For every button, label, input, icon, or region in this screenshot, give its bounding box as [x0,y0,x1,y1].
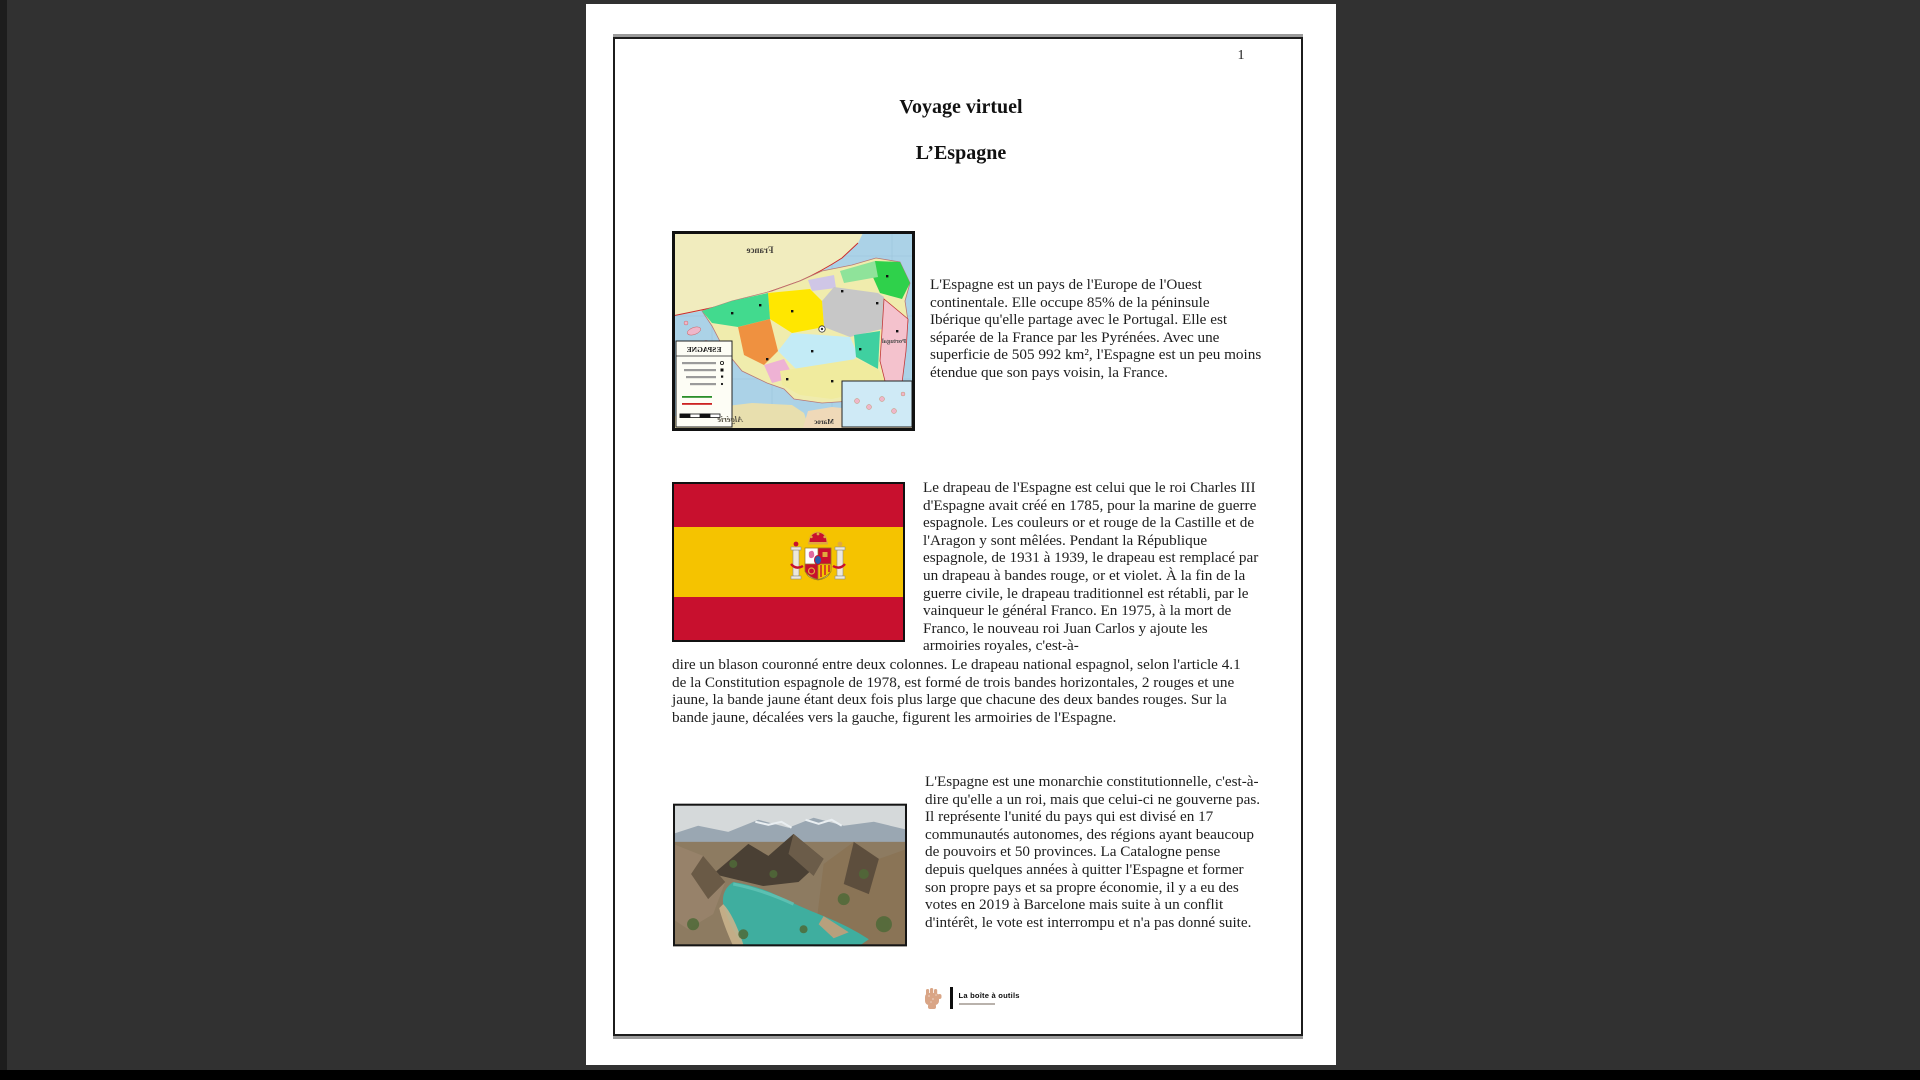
monarchy-paragraph: L'Espagne est une monarchie constitutionnelle, c'est-à-dire qu'elle a un roi, mais que celui-ci ne gouverne pas. Il représente l'unité du pays qui est divisé en 17 communautés autonomes, des régions ayant beaucoup de pouvoirs et 50 provinces. La Catalogne pense depuis quelques années à quitter l'Espagne et former son propre pays et sa propre économie, il y a eu des votes en 2019 à Barcelone mais suite à un conflit d'intérêt, le vote est interrompu et n'a pas donné suite. [925,773,1261,931]
document-page [586,4,1336,1065]
left-edge-shadow [0,0,7,1080]
logo-divider [950,987,953,1009]
logo-subtitle-line [959,1003,995,1006]
flag-paragraph-beside: Le drapeau de l'Espagne est celui que le roi Charles III d'Espagne avait créé en 1785, pour la marine de guerre espagnole. Les couleurs or et rouge de la Castille et de l'Aragon y sont mêlées. Pendant la République espagnole, de 1931 à 1939, le drapeau est remplacé par un drapeau à bandes rouge, or et violet. À la fin de la guerre civile, le drapeau traditionnel est rétabli, par le vainqueur le général Franco. En 1975, à la mort de Franco, le nouveau roi Juan Carlos y ajoute les armoiries royales, c'est-à- [923,479,1259,655]
flag-paragraph-below: dire un blason couronné entre deux colonnes. Le drapeau national espagnol, selon l'article 4.1 de la Constitution espagnole de 1978, est formé de trois bandes horizontales, 2 rouges et une jaune, la bande jaune étant deux fois plus large que chacune des deux bandes rouges. Sur la bande jaune, décalées vers la gauche, figurent les armoiries de l'Espagne. [672,656,1241,726]
map-label-algerie: Algérie [717,414,743,424]
map-label-maroc: Maroc [814,418,834,426]
map-label-france: France [746,245,774,255]
doc-title: Voyage virtuel [899,96,1023,118]
bottom-black-bar [0,1070,1920,1080]
page-number: 1 [1237,48,1245,63]
footer-logo [920,982,1020,1014]
map-label-espagne: ESPAGNE [686,345,722,354]
logo-title: La boîte à outils [958,991,1020,1000]
landscape-photo [673,803,907,947]
fist-icon [920,985,944,1011]
spain-map-image [672,231,915,431]
geography-paragraph: L'Espagne est un pays de l'Europe de l'Ouest continentale. Elle occupe 85% de la péninsule Ibérique qu'elle partage avec le Portugal. Elle est séparée de la France par les Pyrénées. Avec une superficie de 505 992 km², l'Espagne est un peu moins étendue que son pays voisin, la France. [930,276,1262,381]
map-label-portugal: Portugal [881,338,907,345]
doc-subtitle: L’Espagne [915,142,1007,164]
spain-flag-image [672,482,905,642]
